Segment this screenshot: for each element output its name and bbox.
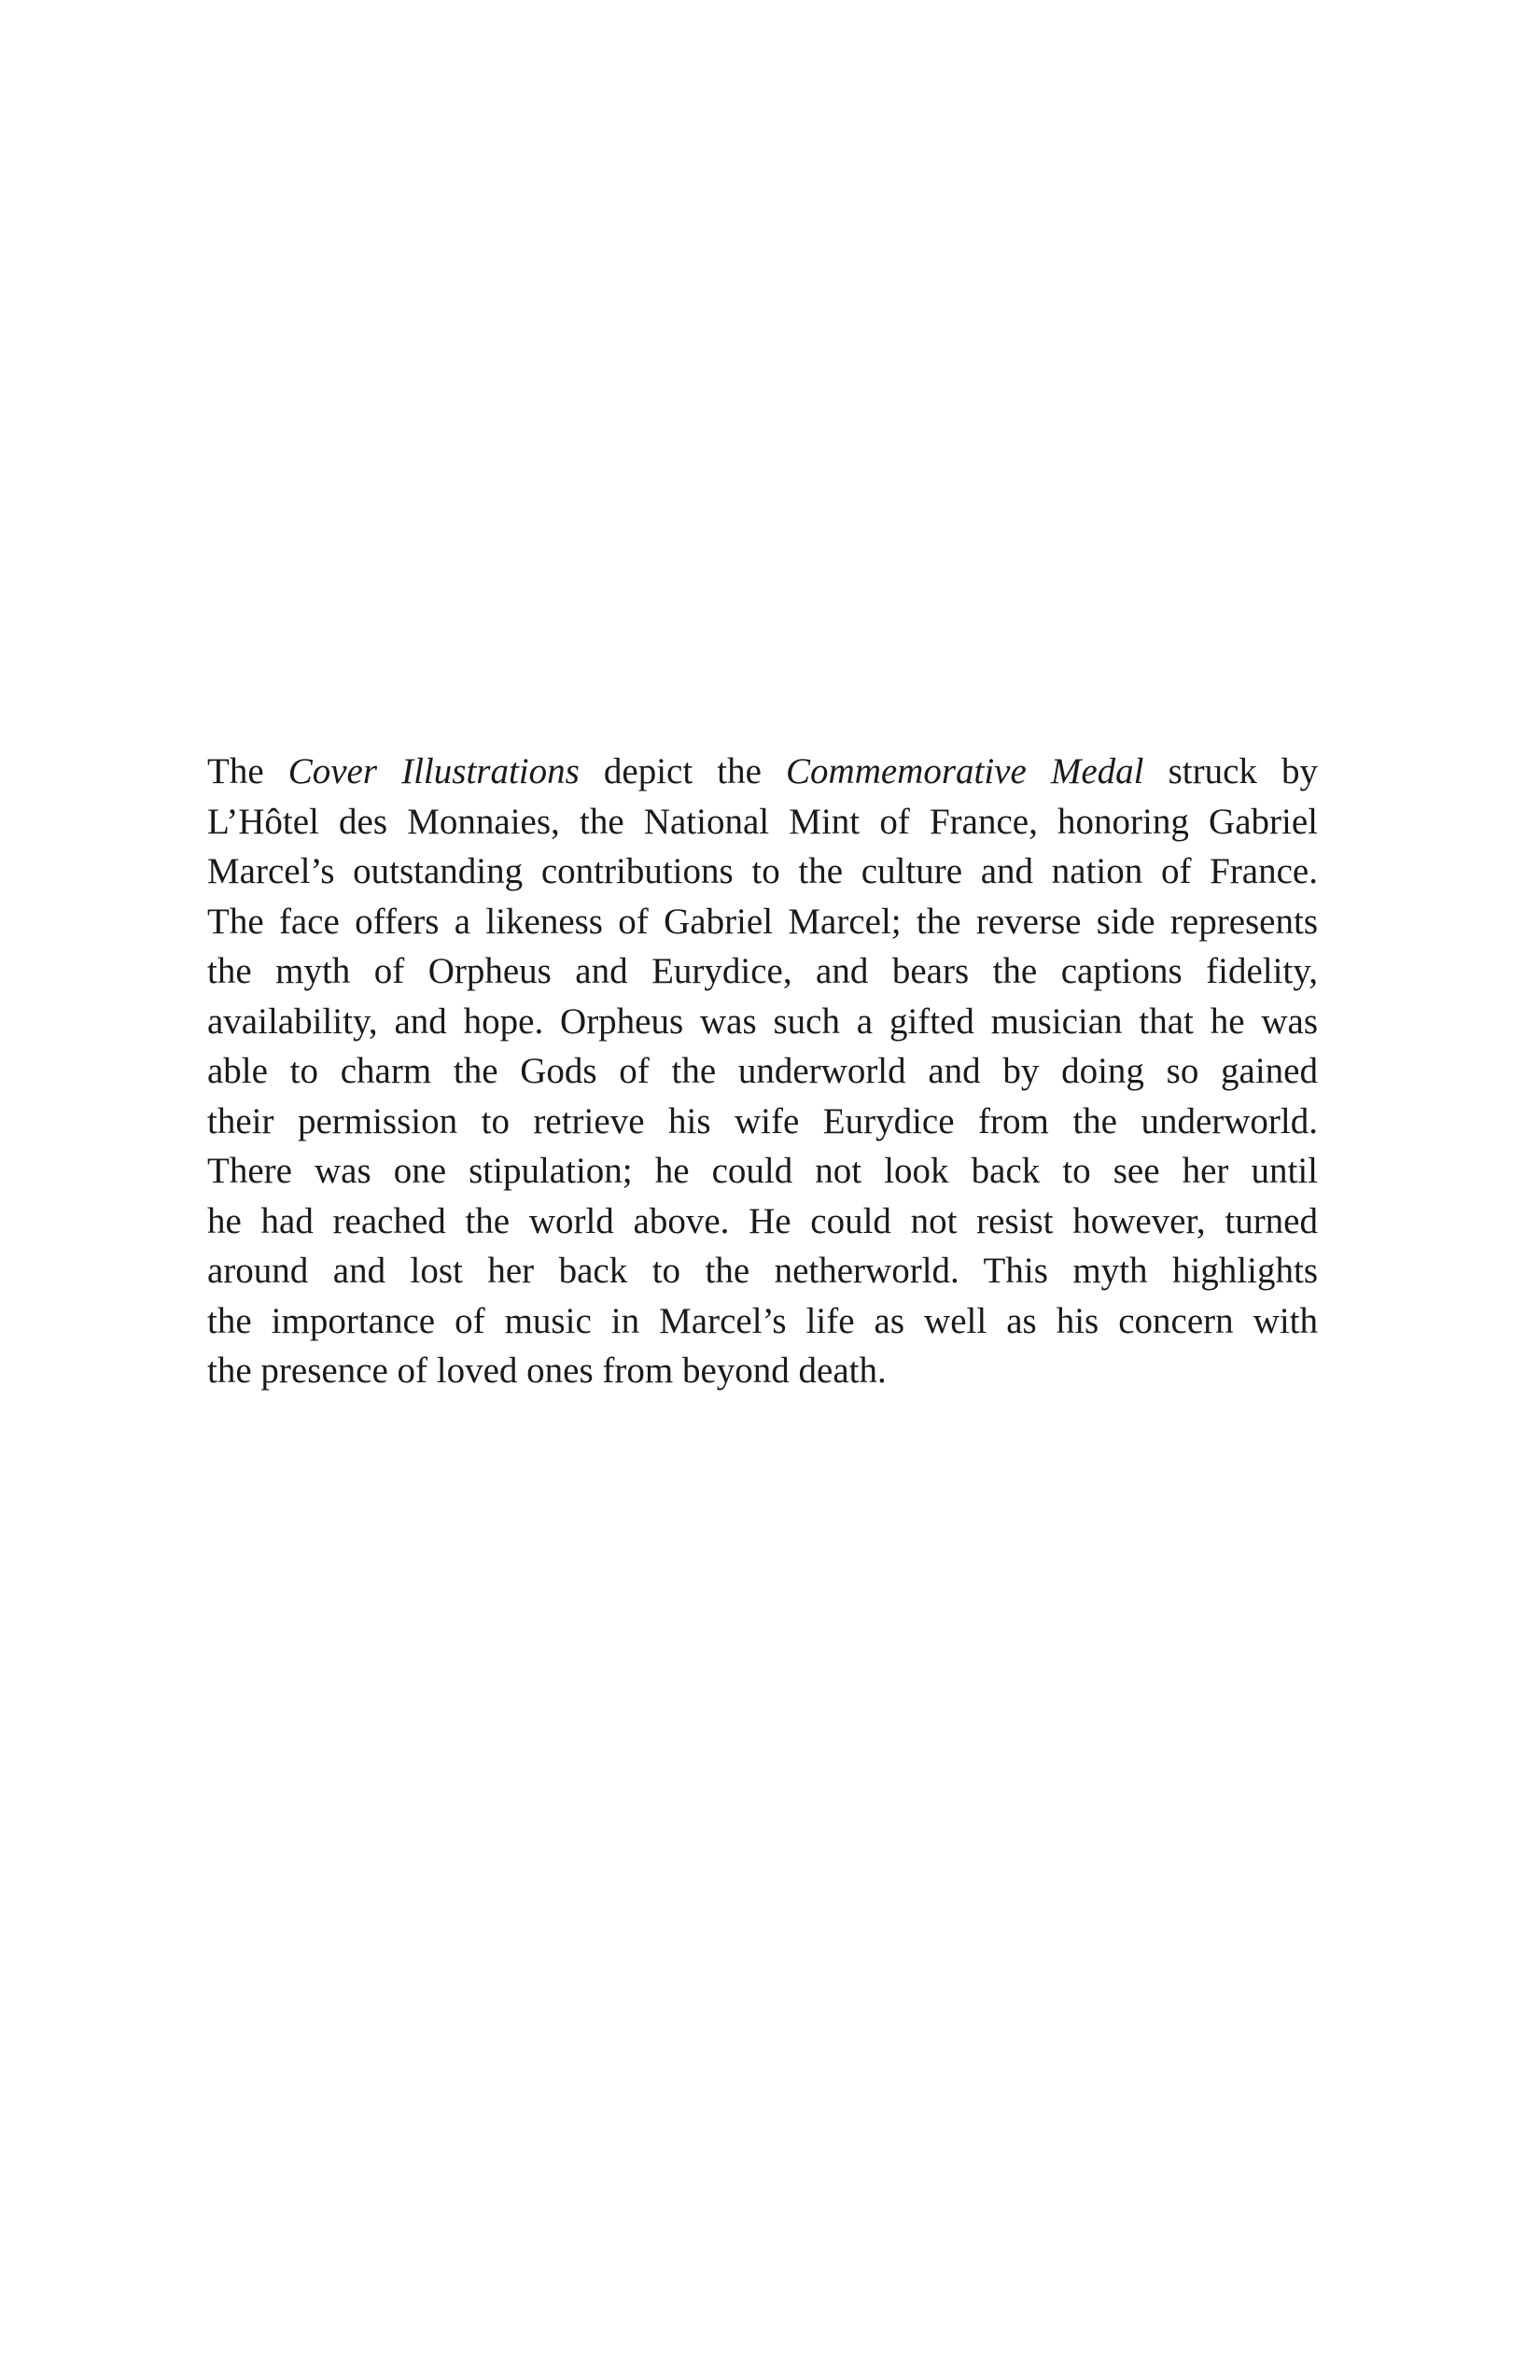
italic-title-commemorative-medal: Commemorative Medal	[786, 751, 1144, 791]
text-line-4: The face offers a likeness of Gabriel Marcel; the reverse side represents	[207, 901, 1318, 942]
text-line-1	[207, 747, 1318, 797]
text-line-12: the importance of music in Marcel’s life as well as his concern with	[207, 1300, 1318, 1341]
italic-title-cover-illustrations: Cover Illustrations	[287, 751, 580, 791]
text-line-3: Marcel’s outstanding contributions to the culture and nation of France.	[207, 851, 1318, 891]
text-line-13: the presence of loved ones from beyond death.	[207, 1351, 887, 1391]
text-line-8: their permission to retrieve his wife Eurydice from the underworld.	[207, 1100, 1318, 1141]
cover-illustration-note	[207, 747, 1318, 1396]
text-line-11: around and lost her back to the netherworld. This myth highlights	[207, 1251, 1318, 1291]
text-line-5: the myth of Orpheus and Eurydice, and bears the captions fidelity,	[207, 951, 1318, 991]
text-run: The	[207, 751, 288, 791]
text-run: depict the	[579, 751, 787, 791]
text-line-2: L’Hôtel des Monnaies, the National Mint of France, honoring Gabriel	[207, 801, 1318, 842]
text-line-6: availability, and hope. Orpheus was such a gifted musician that he was	[207, 1001, 1318, 1042]
text-line-10: he had reached the world above. He could not resist however, turned	[207, 1200, 1318, 1241]
text-line-7: able to charm the Gods of the underworld and by doing so gained	[207, 1051, 1318, 1091]
text-run: struck by	[1143, 751, 1319, 791]
text-line-9: There was one stipulation; he could not look back to see her until	[207, 1151, 1318, 1191]
